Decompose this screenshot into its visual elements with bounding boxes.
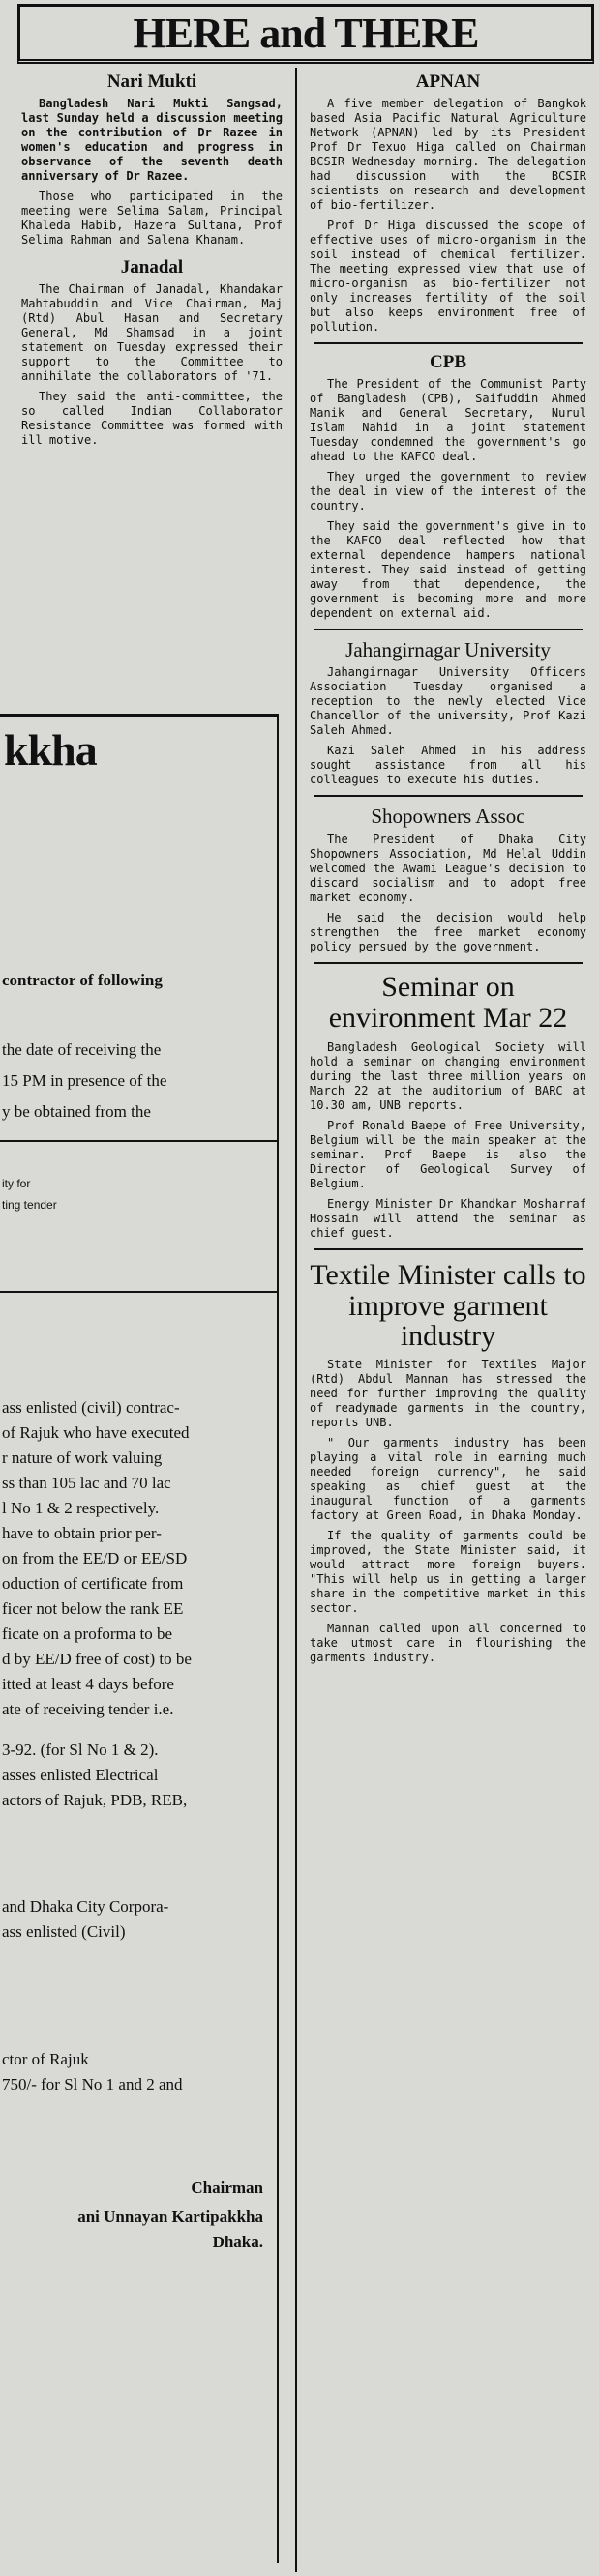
right-column (310, 68, 586, 1671)
advert-line: ity for (2, 1177, 31, 1190)
article-paragraph: They urged the government to review the deal in view of the interest of the country. (310, 470, 586, 512)
article-divider (314, 1248, 583, 1250)
article-paragraph: Bangladesh Nari Mukti Sangsad, last Sunday held a discussion meeting on the contribution of Dr Razee in women's education and progress in observance of the seventh death anniversary of Dr Razee. (21, 97, 283, 183)
article-heading: APNAN (415, 72, 481, 92)
article-paragraph: State Minister for Textiles Major (Rtd) Abdul Mannan has stressed the need for further improving the quality of readymade garments in the country, reports UNB. (310, 1357, 586, 1429)
advert-line: the date of receiving the (2, 1040, 162, 1059)
article-divider (314, 962, 583, 964)
article-paragraph: The President of the Communist Party of Bangladesh (CPB), Saifuddin Ahmed Manik and General Secretary, Nurul Islam Nahid in a joint statement Tuesday condemned the government's go ahead to the KAFCO deal. (310, 377, 586, 463)
advert-line: ss than 105 lac and 70 lac (2, 1474, 171, 1492)
article-paragraph: They said the anti-committee, the so called Indian Collaborator Resistance Committee was formed with ill motive. (21, 390, 283, 447)
column-divider (295, 68, 297, 2572)
article-divider (314, 342, 583, 344)
article-paragraph: Jahangirnagar University Officers Association Tuesday organised a reception to the newly elected Vice Chancellor of the university, Prof Kazi Saleh Ahmed. (310, 665, 586, 738)
article-paragraph: Bangladesh Geological Society will hold a seminar on changing environment during the last three million years on March 22 at the auditorium of BARC at 10.30 am, UNB reports. (310, 1040, 586, 1113)
article-paragraph: Those who participated in the meeting were Selima Salam, Principal Khaleda Habib, Hazera Sultana, Prof Selima Rahman and Salena Khanam. (21, 190, 283, 247)
advert-line: ate of receiving tender i.e. (2, 1700, 174, 1718)
advert-line: d by EE/D free of cost) to be (2, 1650, 192, 1668)
article-paragraph: " Our garments industry has been playing a vital role in earning much needed foreign currency", he said speaking as chief guest at the inaugural function of a garments factory at Green Road, in Dhaka Monday. (310, 1435, 586, 1522)
advert-line: of Rajuk who have executed (2, 1423, 190, 1442)
advert-divider (0, 1140, 277, 1142)
advert-signature: Chairman (191, 2179, 263, 2197)
advert-line: ficer not below the rank EE (2, 1599, 184, 1618)
advert-line: have to obtain prior per- (2, 1524, 162, 1542)
article-heading: Janadal (120, 257, 184, 278)
article-heading: Nari Mukti (106, 72, 197, 92)
advert-line: on from the EE/D or EE/SD (2, 1549, 188, 1567)
article-divider (314, 795, 583, 797)
advert-title: kkha (4, 725, 97, 775)
article-heading: Jahangirnagar University (345, 638, 551, 661)
article-heading: Seminar on environment Mar 22 (328, 971, 568, 1034)
left-column (21, 68, 283, 454)
article-paragraph: The Chairman of Janadal, Khandakar Mahtabuddin and Vice Chairman, Maj (Rtd) Abul Hasan and Secretary General, Md Shamsad in a joint statement on Tuesday expressed their support to the Committee to annihilate the collaborators of '71. (21, 282, 283, 383)
article-paragraph: He said the decision would help strengthen the free market economy policy persued by the government. (310, 911, 586, 954)
advert-line: oduction of certificate from (2, 1574, 184, 1593)
advert-line: contractor of following (2, 971, 163, 989)
advert-line: itted at least 4 days before (2, 1675, 174, 1693)
advert-line: ficate on a proforma to be (2, 1625, 173, 1643)
advert-line: ctor of Rajuk (2, 2050, 89, 2068)
article-paragraph: They said the government's give in to the KAFCO deal reflected how that external dependence hampers national interest. They said instead of getting away from that dependence, the government is becoming more and more dependent on external aid. (310, 519, 586, 620)
article-paragraph: Kazi Saleh Ahmed in his address sought assistance from all his colleagues to execute his duties. (310, 744, 586, 787)
advert-signature: ani Unnayan Kartipakkha (77, 2208, 263, 2226)
advert-signature: Dhaka. (212, 2233, 263, 2251)
advert-line: ting tender (2, 1198, 57, 1212)
article-heading: Textile Minister calls to improve garment industry (310, 1259, 586, 1353)
article-paragraph: A five member delegation of Bangkok based Asia Pacific Natural Agriculture Network (APNAN) led by its President Prof Dr Texuo Higa called on Chairman BCSIR Wednesday morning. The delegation had discussion with the BCSIR scientists on research and development of bio-fertilizer. (310, 97, 586, 212)
advert-line: actors of Rajuk, PDB, REB, (2, 1791, 188, 1809)
advert-line: 15 PM in presence of the (2, 1071, 167, 1090)
advert-line: ass enlisted (civil) contrac- (2, 1398, 180, 1417)
article-paragraph: Prof Dr Higa discussed the scope of effective uses of micro-organism in the soil instead of chemical fertilizer. The meeting expressed view that use of micro-organism as bio-fertilizer not only increases fertility of the soil but also keeps environment free of pollution. (310, 219, 586, 334)
article-heading: CPB (430, 352, 466, 372)
advert-line: and Dhaka City Corpora- (2, 1897, 169, 1916)
advert-line: l No 1 & 2 respectively. (2, 1499, 160, 1517)
article-divider (314, 629, 583, 630)
article-paragraph: Prof Ronald Baepe of Free University, Belgium will be the main speaker at the seminar. Prof Baepe is also the Director of Geological Survey of Belgium. (310, 1119, 586, 1191)
advert-line: y be obtained from the (2, 1102, 151, 1121)
section-masthead: HERE and THERE (17, 4, 594, 64)
advert-line: r nature of work valuing (2, 1449, 163, 1467)
tender-advert (0, 714, 279, 2563)
advert-divider (0, 1291, 277, 1293)
article-paragraph: Mannan called upon all concerned to take utmost care in flourishing the garments industry. (310, 1621, 586, 1664)
article-paragraph: The President of Dhaka City Shopowners Association, Md Helal Uddin welcomed the Awami League's decision to discard socialism and to adopt free market economy. (310, 833, 586, 905)
advert-line: 750/- for Sl No 1 and 2 and (2, 2075, 183, 2093)
advert-line: 3-92. (for Sl No 1 & 2). (2, 1741, 159, 1759)
advert-line: ass enlisted (Civil) (2, 1922, 126, 1941)
advert-line: asses enlisted Electrical (2, 1766, 159, 1784)
article-paragraph: Energy Minister Dr Khandkar Mosharraf Hossain will attend the seminar as chief guest. (310, 1197, 586, 1241)
article-paragraph: If the quality of garments could be improved, the State Minister said, it would attract more foreign buyers. "This will help us in getting a larger share in the competitive market in this sector. (310, 1528, 586, 1615)
article-heading: Shopowners Assoc (371, 805, 525, 829)
